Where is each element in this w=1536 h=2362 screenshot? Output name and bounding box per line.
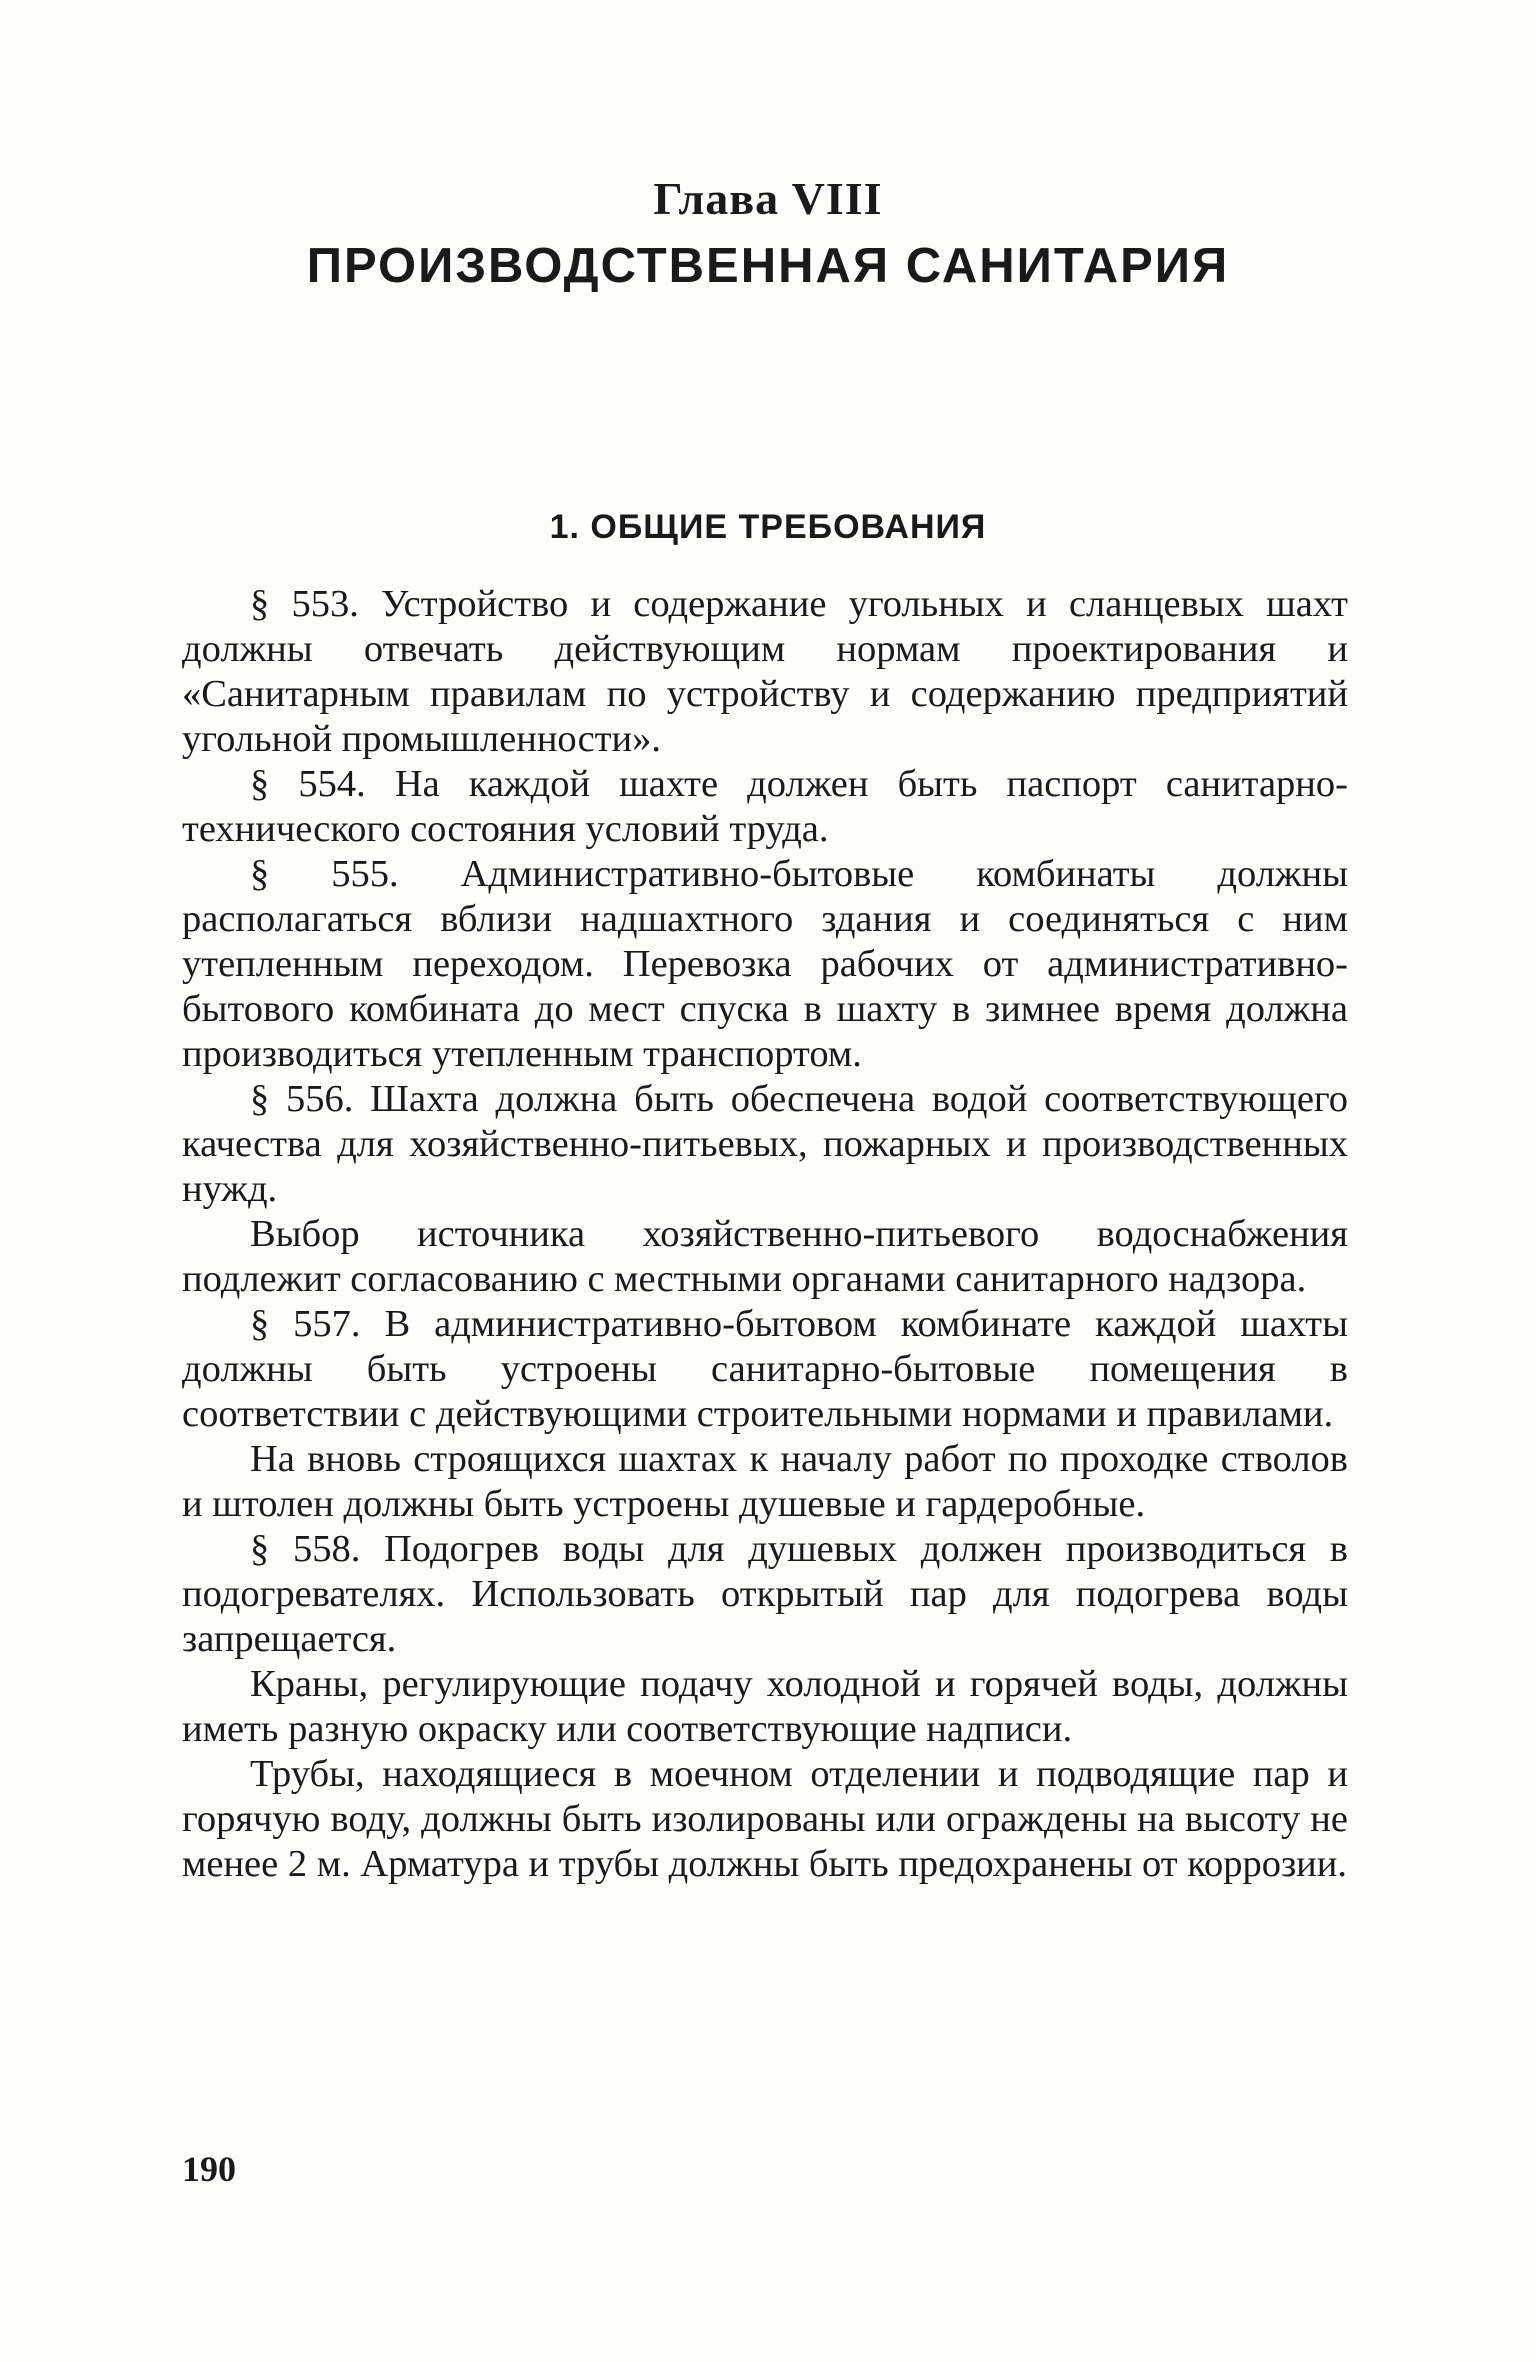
page-number: 190 <box>182 2149 236 2189</box>
chapter-label: Глава VIII <box>653 173 883 224</box>
paragraph-558-cont-2: Трубы, находящиеся в моечном отделении и подводящие пар и горячую воду, должны быть изолированы или ограждены на высоту не менее 2 м. Арматура и трубы должны быть предохранены от коррозии. <box>182 1753 1348 1885</box>
paragraph-555: § 555. Административно-бытовые комбинаты должны располагаться вблизи надшахтного здания и соединяться с ним утепленным переходом. Перевозка рабочих от административно-бытового комбината до мест спуска в шахту в зимнее время должна производиться утепленным транспортом. <box>182 853 1348 1075</box>
paragraph-556: § 556. Шахта должна быть обеспечена водой соответствующего качества для хозяйственно-питьевых, пожарных и производственных нужд. <box>182 1078 1348 1210</box>
paragraph-556-cont: Выбор источника хозяйственно-питьевого водоснабжения подлежит согласованию с местными органами санитарного надзора. <box>182 1213 1348 1300</box>
section-title: 1. ОБЩИЕ ТРЕБОВАНИЯ <box>549 508 987 546</box>
paragraph-558: § 558. Подогрев воды для душевых должен производиться в подогревателях. Использовать открытый пар для подогрева воды запрещается. <box>182 1528 1348 1660</box>
paragraph-554: § 554. На каждой шахте должен быть паспорт санитарно-технического состояния условий труда. <box>182 763 1348 850</box>
paragraph-558-cont-1: Краны, регулирующие подачу холодной и горячей воды, должны иметь разную окраску или соответствующие надписи. <box>182 1663 1348 1750</box>
chapter-title: ПРОИЗВОДСТВЕННАЯ САНИТАРИЯ <box>306 239 1230 293</box>
paragraph-557-cont: На вновь строящихся шахтах к началу работ по проходке стволов и штолен должны быть устроены душевые и гардеробные. <box>182 1438 1348 1525</box>
body-text <box>182 582 1348 1887</box>
paragraph-553: § 553. Устройство и содержание угольных и сланцевых шахт должны отвечать действующим нормам проектирования и «Санитарным правилам по устройству и содержанию предприятий угольной промышленности». <box>182 583 1348 760</box>
paragraph-557: § 557. В административно-бытовом комбинате каждой шахты должны быть устроены санитарно-бытовые помещения в соответствии с действующими строительными нормами и правилами. <box>182 1303 1348 1435</box>
